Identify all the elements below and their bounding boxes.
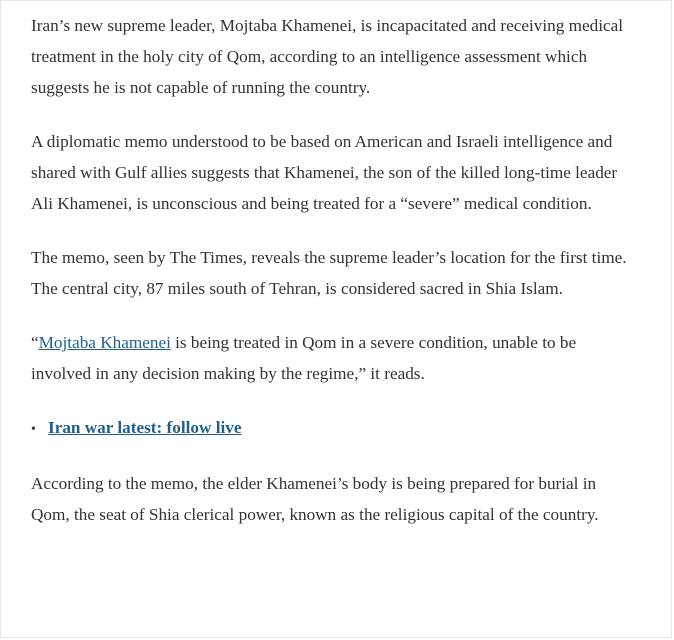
paragraph-burial: According to the memo, the elder Khamenei’s body is being prepared for burial in Qom, the seat of Shia clerical power, known as the religious capital of the country. — [31, 474, 599, 524]
paragraph-quote — [31, 327, 631, 389]
quote-rest: is being treated in Qom in a severe condition, unable to be involved in any decision making by the regime,” it reads. — [31, 333, 577, 383]
bullet-icon: • — [31, 422, 36, 437]
paragraph-intro: Iran’s new supreme leader, Mojtaba Khamenei, is incapacitated and receiving medical treatment in the holy city of Qom, according to an intelligence assessment which suggests he is not capable of running the country. — [31, 16, 624, 97]
mojtaba-khamenei-link[interactable]: Mojtaba Khamenei — [38, 333, 171, 352]
related-links-list — [31, 412, 631, 445]
iran-war-latest-link[interactable]: Iran war latest: follow live — [48, 418, 242, 437]
open-quote: “ — [31, 333, 39, 352]
paragraph-memo-location: The memo, seen by The Times, reveals the supreme leader’s location for the first time. The central city, 87 miles south of Tehran, is considered sacred in Shia Islam. — [31, 248, 627, 298]
article-body — [31, 10, 631, 553]
paragraph-diplomatic-memo: A diplomatic memo understood to be based on American and Israeli intelligence and shared with Gulf allies suggests that Khamenei, the son of the killed long-time leader Ali Khamenei, is unconscious and being treated for a “severe” medical condition. — [31, 132, 618, 213]
list-item — [31, 412, 631, 445]
